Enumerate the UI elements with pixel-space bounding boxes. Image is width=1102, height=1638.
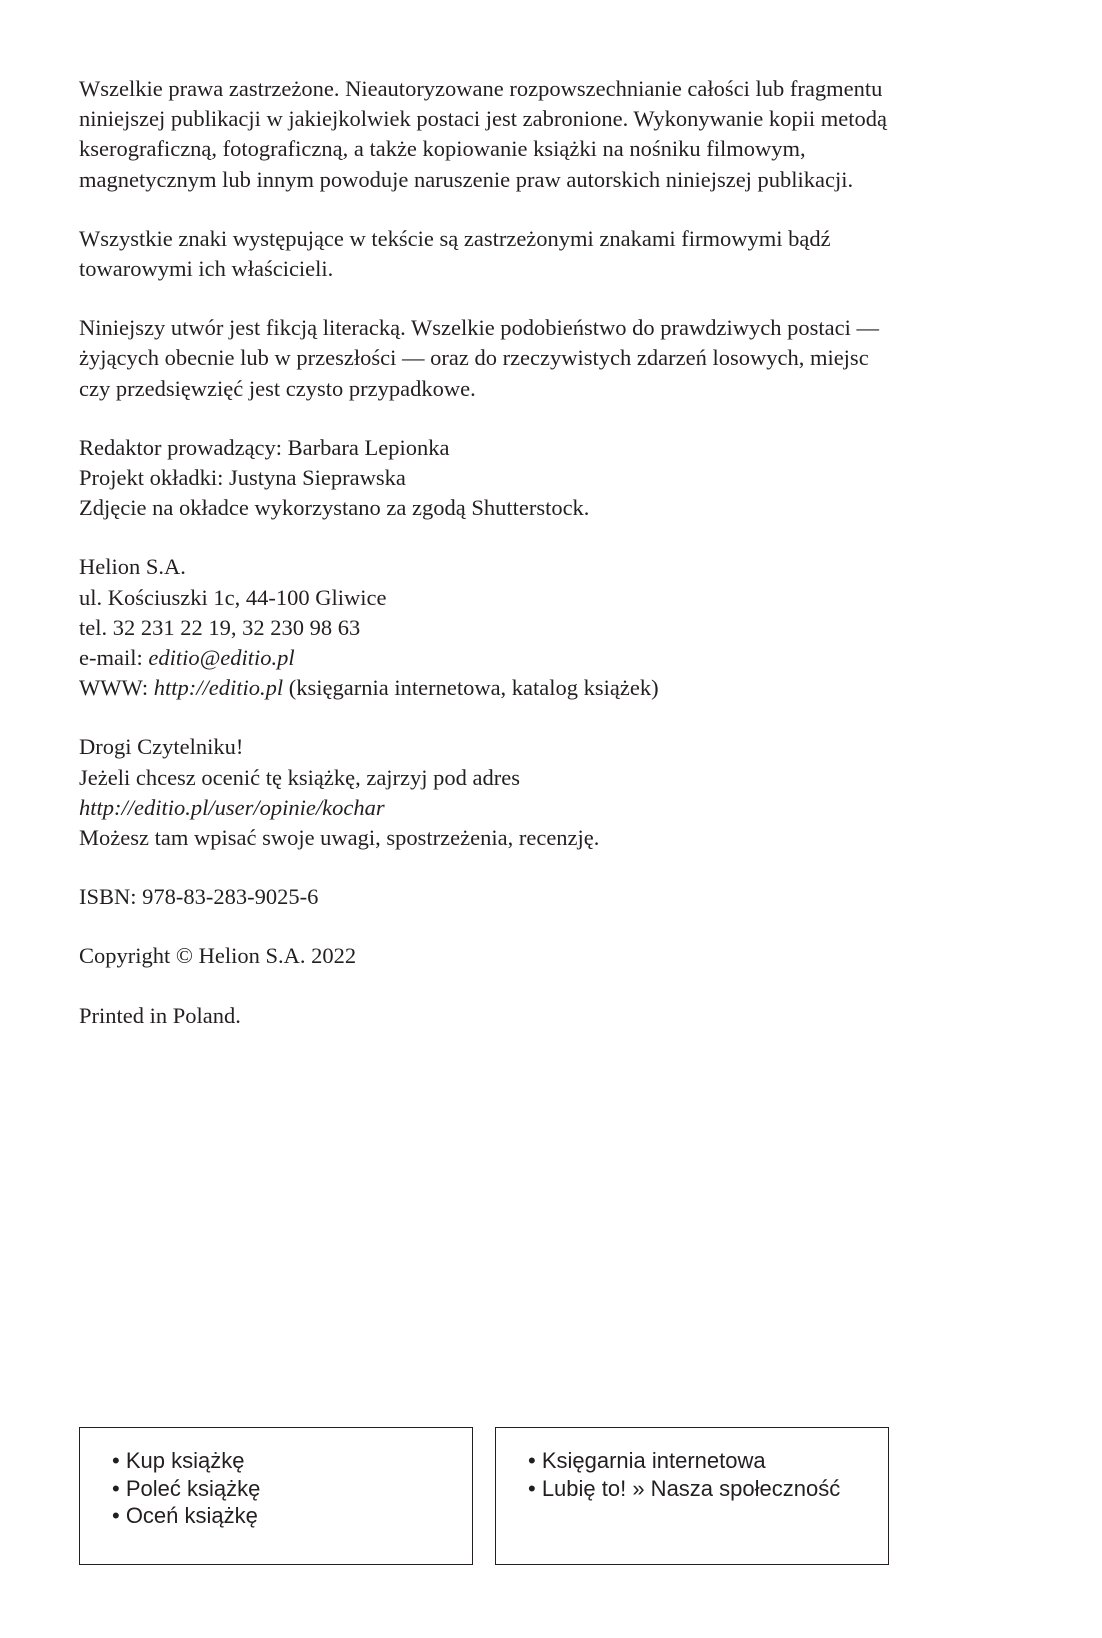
reader-greeting: Drogi Czytelniku! <box>79 734 244 760</box>
rate-book-link[interactable]: • Oceń książkę <box>112 1503 258 1528</box>
copyright-notice-line: magnetycznym lub innym powoduje naruszenie praw autorskich niniejszej publikacji. <box>79 166 854 192</box>
cover-credit: Projekt okładki: Justyna Sieprawska <box>79 465 406 491</box>
publisher-phone: tel. 32 231 22 19, 32 230 98 63 <box>79 614 361 640</box>
copyright-notice-line: niniejszej publikacji w jakiejkolwiek postaci jest zabronione. Wykonywanie kopii metodą <box>79 106 888 132</box>
printed-text: Printed in Poland. <box>79 1002 241 1028</box>
copyright-text: Copyright © Helion S.A. 2022 <box>79 943 357 969</box>
buy-book-link[interactable]: • Kup książkę <box>112 1448 245 1473</box>
publisher-www-line <box>79 673 1039 703</box>
isbn <box>79 882 1039 912</box>
store-links-box <box>495 1427 889 1565</box>
fiction-notice-line: Niniejszy utwór jest fikcją literacką. Wszelkie podobieństwo do prawdziwych postaci — <box>79 315 879 341</box>
www-label: WWW: <box>79 675 154 701</box>
www-link[interactable]: http://editio.pl <box>153 675 284 701</box>
printed-line <box>79 1001 1039 1031</box>
email-label: e-mail: <box>79 645 149 671</box>
publisher-address: ul. Kościuszki 1c, 44-100 Gliwice <box>79 584 387 610</box>
isbn-text: ISBN: 978-83-283-9025-6 <box>79 884 319 910</box>
copyright-notice-line: kserograficzną, fotograficzną, a także kopiowanie książki na nośniku filmowym, <box>79 136 806 162</box>
publisher-name: Helion S.A. <box>79 554 186 580</box>
review-url-link[interactable]: http://editio.pl/user/opinie/kochar <box>79 794 385 820</box>
credits <box>79 433 1039 524</box>
online-bookstore-link[interactable]: • Księgarnia internetowa <box>528 1448 766 1473</box>
photo-credit: Zdjęcie na okładce wykorzystano za zgodą Shutterstock. <box>79 495 590 521</box>
reader-note-line: Możesz tam wpisać swoje uwagi, spostrzeżenia, recenzję. <box>79 825 600 851</box>
book-actions-box <box>79 1427 473 1565</box>
community-link[interactable]: • Lubię to! » Nasza społeczność <box>528 1475 841 1501</box>
trademark-notice-line: Wszystkie znaki występujące w tekście są zastrzeżonymi znakami firmowymi bądź <box>79 225 831 251</box>
recommend-book-link[interactable]: • Poleć książkę <box>112 1475 261 1501</box>
reader-note <box>79 732 1039 853</box>
fiction-notice <box>79 313 1039 404</box>
imprint-page <box>79 74 1039 1060</box>
fiction-notice-line: żyjących obecnie lub w przeszłości — oraz do rzeczywistych zdarzeń losowych, miejsc <box>79 345 869 371</box>
publisher-info <box>79 552 1039 703</box>
fiction-notice-line: czy przedsięwzięć jest czysto przypadkowe. <box>79 375 476 401</box>
publisher-email-line <box>79 643 1039 673</box>
copyright-notice-line: Wszelkie prawa zastrzeżone. Nieautoryzowane rozpowszechnianie całości lub fragmentu <box>79 76 883 101</box>
email-link[interactable]: editio@editio.pl <box>148 645 295 671</box>
copyright-line <box>79 941 1039 971</box>
trademark-notice <box>79 224 1039 284</box>
reader-note-line: Jeżeli chcesz ocenić tę książkę, zajrzyj pod adres <box>79 764 521 790</box>
editor-credit: Redaktor prowadzący: Barbara Lepionka <box>79 434 450 460</box>
trademark-notice-line: towarowymi ich właścicieli. <box>79 256 334 282</box>
www-suffix: (księgarnia internetowa, katalog książek) <box>283 675 659 701</box>
copyright-notice <box>79 74 1039 195</box>
